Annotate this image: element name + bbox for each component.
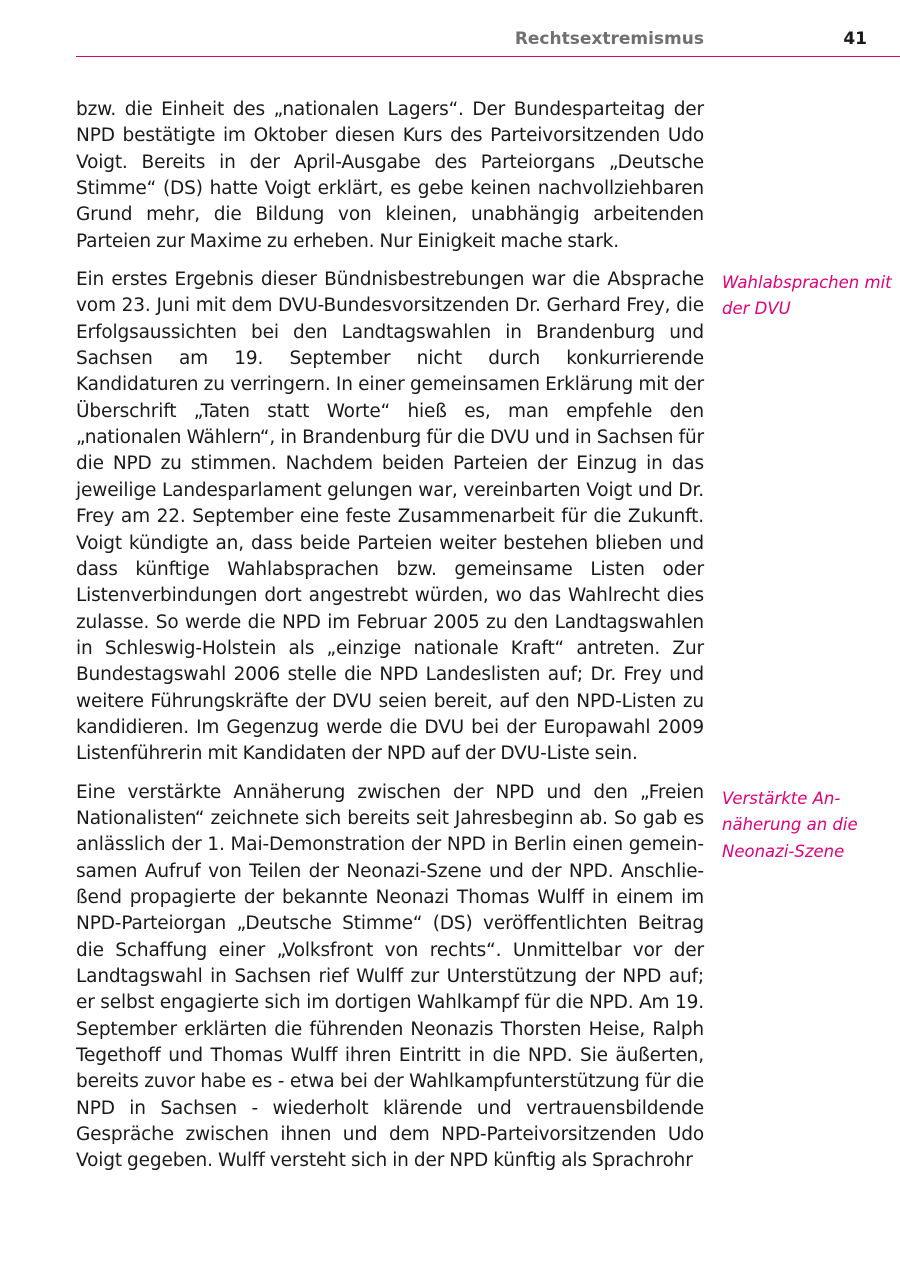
header-rule bbox=[76, 56, 900, 57]
paragraph-3: Eine verstärkte Annäherung zwischen der NPD und den „Freien Nationalisten“ zeichnete sich bereits seit Jahresbeginn ab. So gab es anlässlich der 1. Mai-Demonstration der NPD in Berlin einen gemeinsamen Aufruf von Teilen der Neonazi-Szene und der NPD. Anschließend propagierte der bekannte Neonazi Thomas Wulff in einem im NPD-Parteiorgan „Deutsche Stimme“ (DS) veröffentlichten Beitrag die Schaffung einer „Volksfront von rechts“. Unmittelbar vor der Landtagswahl in Sachsen rief Wulff zur Unterstützung der NPD auf; er selbst engagierte sich im dortigen Wahlkampf für die NPD. Am 19. September erklärten die führenden Neonazis Thorsten Heise, Ralph Tegethoff und Thomas Wulff ihren Eintritt in die NPD. Sie äußerten, bereits zuvor habe es - etwa bei der Wahlkampfunterstützung für die NPD in Sachsen - wiederholt klärende und vertrauensbildende Gespräche zwischen ihnen und dem NPD-Parteivorsitzenden Udo Voigt gegeben. Wulff versteht sich in der NPD künftig als Sprachrohr bbox=[76, 781, 704, 1172]
body-text bbox=[76, 97, 704, 1187]
margin-note-wahlabsprachen: Wahlabsprachen mit der DVU bbox=[722, 273, 892, 319]
paragraph-2: Ein erstes Ergebnis dieser Bündnisbestrebungen war die Absprache vom 23. Juni mit dem DVU-Bundesvorsitzenden Dr. Gerhard Frey, die Erfolgsaussichten bei den Landtagswahlen in Brandenburg und Sachsen am 19. September nicht durch konkurrierende Kandidaturen zu verringern. In einer gemeinsamen Erklärung mit der Überschrift „Taten statt Worte“ hieß es, man empfehle den „nationalen Wählern“, in Brandenburg für die DVU und in Sachsen für die NPD zu stimmen. Nachdem beiden Parteien der Einzug in das jeweilige Landesparlament gelungen war, vereinbarten Voigt und Dr. Frey am 22. September eine feste Zusammenarbeit für die Zukunft. Voigt kündigte an, dass beide Parteien weiter bestehen blieben und dass künftige Wahlabsprachen bzw. gemeinsame Listen oder Listenverbindungen dort angestrebt würden, wo das Wahlrecht dies zulasse. So werde die NPD im Februar 2005 zu den Landtagswahlen in Schleswig-Holstein als „einzige nationale Kraft“ antreten. Zur Bundestagswahl 2006 stelle die NPD Landeslisten auf; Dr. Frey und weitere Führungskräfte der DVU seien bereit, auf den NPD-Listen zu kandidieren. Im Gegenzug werde die DVU bei der Europawahl 2009 Listenführerin mit Kandidaten der NPD auf der DVU-Liste sein. bbox=[76, 269, 704, 765]
margin-note-neonazi-szene: Verstärkte Annäherung an die Neonazi-Szene bbox=[722, 789, 858, 861]
paragraph-1: bzw. die Einheit des „nationalen Lagers“. Der Bundesparteitag der NPD bestätigte im Oktober diesen Kurs des Parteivorsitzenden Udo Voigt. Bereits in der April-Ausgabe des Parteiorgans „Deutsche Stimme“ (DS) hatte Voigt erklärt, es gebe keinen nachvollziehbaren Grund mehr, die Bildung von kleinen, unabhängig arbeitenden Parteien zur Maxime zu erheben. Nur Einigkeit mache stark. bbox=[76, 99, 704, 252]
page-number: 41 bbox=[843, 29, 867, 49]
running-header-title: Rechtsextremismus bbox=[514, 29, 704, 49]
